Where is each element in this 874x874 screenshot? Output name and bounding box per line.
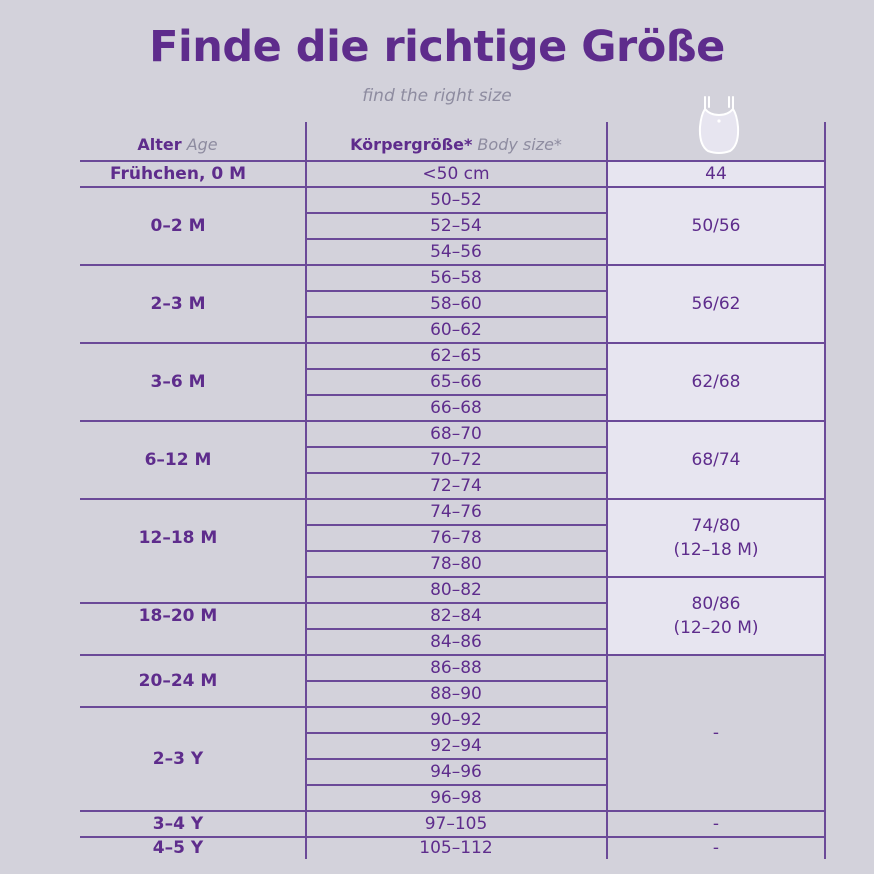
- size-divider: [607, 264, 825, 266]
- garment-size-cell: [607, 836, 825, 860]
- garment-size-label: 62/68: [691, 372, 741, 392]
- header-size-de: Körpergröße*: [350, 135, 473, 154]
- garment-size-label: 44: [705, 164, 727, 184]
- size-divider: [607, 420, 825, 422]
- body-size-cell: 105–112: [419, 838, 493, 858]
- header-age-en: Age: [186, 135, 218, 154]
- body-size-cell: <50 cm: [422, 164, 490, 184]
- age-cell: 12–18 M: [138, 528, 218, 548]
- garment-size-cell: [607, 721, 825, 745]
- garment-size-label: 80/86: [691, 594, 741, 614]
- header-size-en: Body size*: [477, 135, 562, 154]
- age-cell: 0–2 M: [150, 216, 206, 236]
- garment-size-label: 56/62: [691, 294, 741, 314]
- size-divider: [607, 576, 825, 578]
- age-cell: 20–24 M: [138, 671, 218, 691]
- page-subtitle: find the right size: [362, 86, 512, 106]
- garment-size-cell: [607, 448, 825, 472]
- body-size-cell: 62–65: [430, 346, 482, 366]
- body-size-cell: 72–74: [430, 476, 482, 496]
- garment-size-cell: [607, 592, 825, 640]
- body-size-cell: 50–52: [430, 190, 482, 210]
- body-size-cell: 70–72: [430, 450, 482, 470]
- body-size-cell: 68–70: [430, 424, 482, 444]
- body-size-cell: 94–96: [430, 762, 482, 782]
- age-cell: 2–3 M: [150, 294, 206, 314]
- garment-size-label: 50/56: [691, 216, 741, 236]
- garment-size-age-range: (12–20 M): [673, 618, 759, 638]
- body-size-cell: 82–84: [430, 606, 482, 626]
- garment-size-cell: [607, 162, 825, 186]
- size-divider: [607, 654, 825, 656]
- body-size-cell: 74–76: [430, 502, 482, 522]
- body-size-cell: 78–80: [430, 554, 482, 574]
- garment-size-label: -: [712, 814, 720, 834]
- body-size-cell: 80–82: [430, 580, 482, 600]
- garment-size-cell: [607, 812, 825, 836]
- age-cell: 3–6 M: [150, 372, 206, 392]
- body-size-cell: 66–68: [430, 398, 482, 418]
- garment-size-cell: [607, 370, 825, 394]
- garment-size-label: -: [712, 723, 720, 743]
- age-cell: 2–3 Y: [152, 749, 204, 769]
- body-size-cell: 58–60: [430, 294, 482, 314]
- garment-size-age-range: (12–18 M): [673, 540, 759, 560]
- body-size-cell: 60–62: [430, 320, 482, 340]
- body-size-cell: 76–78: [430, 528, 482, 548]
- body-size-cell: 56–58: [430, 268, 482, 288]
- body-size-cell: 86–88: [430, 658, 482, 678]
- body-size-cell: 65–66: [430, 372, 482, 392]
- garment-size-cell: [607, 514, 825, 562]
- age-cell: Frühchen, 0 M: [110, 164, 246, 184]
- body-size-cell: 96–98: [430, 788, 482, 808]
- header-age-de: Alter: [137, 135, 182, 154]
- body-size-cell: 54–56: [430, 242, 482, 262]
- body-size-cell: 52–54: [430, 216, 482, 236]
- age-cell: 18–20 M: [138, 606, 218, 626]
- age-cell: 6–12 M: [144, 450, 212, 470]
- size-divider: [607, 498, 825, 500]
- garment-size-cell: [607, 214, 825, 238]
- size-divider: [607, 342, 825, 344]
- garment-size-label: 74/80: [691, 516, 741, 536]
- age-cell: 3–4 Y: [152, 814, 204, 834]
- garment-size-label: 68/74: [691, 450, 741, 470]
- garment-size-cell: [607, 292, 825, 316]
- garment-size-label: -: [712, 838, 720, 858]
- body-size-cell: 84–86: [430, 632, 482, 652]
- body-size-cell: 92–94: [430, 736, 482, 756]
- body-size-cell: 88–90: [430, 684, 482, 704]
- age-cell: 4–5 Y: [152, 838, 204, 858]
- page-title: Finde die richtige Größe: [149, 22, 725, 72]
- body-size-cell: 97–105: [424, 814, 488, 834]
- size-divider: [607, 186, 825, 188]
- body-size-cell: 90–92: [430, 710, 482, 730]
